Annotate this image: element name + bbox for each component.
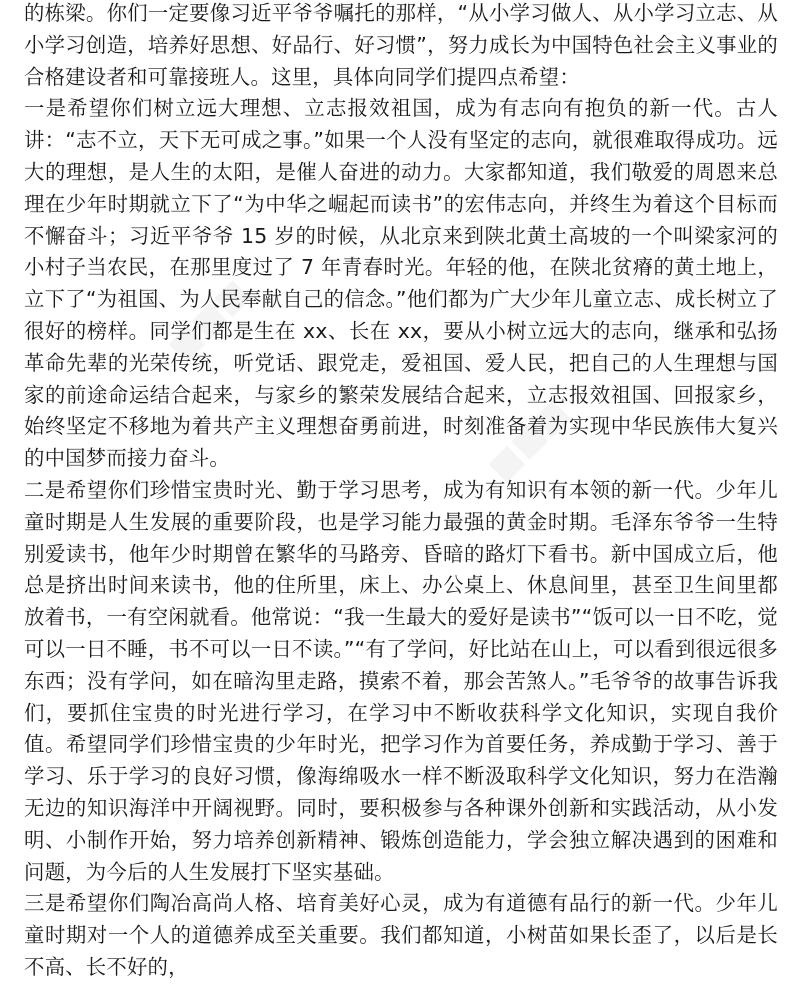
paragraph-hope-three: 三是希望你们陶冶高尚人格、培育美好心灵，成为有道德有品行的新一代。少年儿童时期对一个人的道德养成至关重要。我们都知道，小树苗如果长歪了，以后是长不高、长不好的，: [24, 891, 778, 979]
paragraph-intro: 的栋梁。你们一定要像习近平爷爷嘱托的那样，“从小学习做人、从小学习立志、从小学习创造，培养好思想、好品行、好习惯”，努力成长为中国特色社会主义事业的合格建设者和可靠接班人。这里，具体向同学们提四点希望：: [24, 1, 778, 89]
paragraph-hope-two: 二是希望你们珍惜宝贵时光、勤于学习思考，成为有知识有本领的新一代。少年儿童时期是人生发展的重要阶段，也是学习能力最强的黄金时期。毛泽东爷爷一生特别爱读书，他年少时期曾在繁华的马路旁、昏暗的路灯下看书。新中国成立后，他总是挤出时间来读书，他的住所里，床上、办公桌上、休息间里，甚至卫生间里都放着书，一有空闲就看。他常说：“我一生最大的爱好是读书”“饭可以一日不吃，觉可以一日不睡，书不可以一日不读。”“有了学问，好比站在山上，可以看到很远很多东西；没有学问，如在暗沟里走路，摸索不着，那会苦煞人。”毛爷爷的故事告诉我们，要抓住宝贵的时光进行学习，在学习中不断收获科学文化知识，实现自我价值。希望同学们珍惜宝贵的少年时光，把学习作为首要任务，养成勤于学习、善于学习、乐于学习的良好习惯，像海绵吸水一样不断汲取科学文化知识，努力在浩瀚无边的知识海洋中开阔视野。同时，要积极参与各种课外创新和实践活动，从小发明、小制作开始，努力培养创新精神、锻炼创造能力，学会独立解决遇到的困难和问题，为今后的人生发展打下坚实基础。: [24, 477, 778, 884]
document-body: [24, 0, 778, 984]
paragraph-hope-one: 一是希望你们树立远大理想、立志报效祖国，成为有志向有抱负的新一代。古人讲：“志不立，天下无可成之事。”如果一个人没有坚定的志向，就很难取得成功。远大的理想，是人生的太阳，是催人奋进的动力。大家都知道，我们敬爱的周恩来总理在少年时期就立下了“为中华之崛起而读书”的宏伟志向，并终生为着这个目标而不懈奋斗；习近平爷爷 15 岁的时候，从北京来到陕北黄土高坡的一个叫梁家河的小村子当农民，在那里度过了 7 年青春时光。年轻的他，在陕北贫瘠的黄土地上，立下了“为祖国、为人民奉献自己的信念。”他们都为广大少年儿童立志、成长树立了很好的榜样。同学们都是生在 xx、长在 xx，要从小树立远大的志向，继承和弘扬革命先辈的光荣传统，听党话、跟党走，爱祖国、爱人民，把自己的人生理想与国家的前途命运结合起来，与家乡的繁荣发展结合起来，立志报效祖国、回报家乡，始终坚定不移地为着共产主义理想奋勇前进，时刻准备着为实现中华民族伟大复兴的中国梦而接力奋斗。: [24, 96, 778, 471]
